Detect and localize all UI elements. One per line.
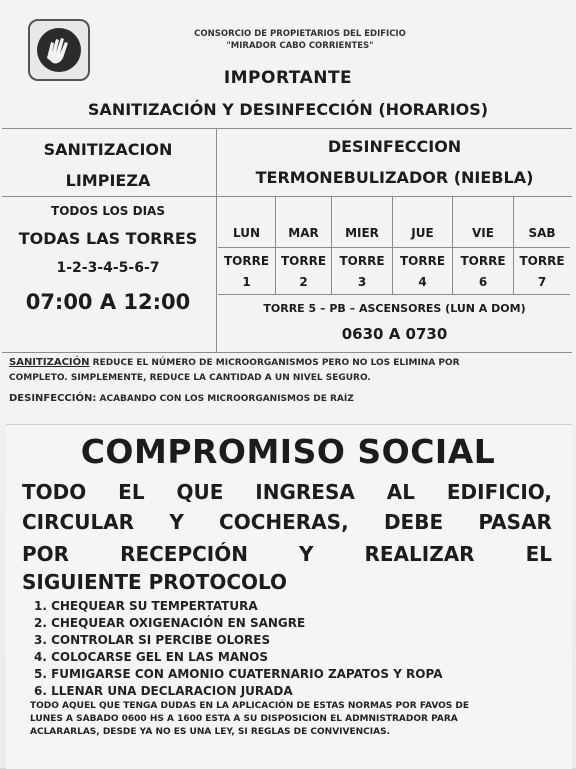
days-row-divider: [218, 247, 570, 248]
table-border-bottom: [2, 352, 572, 353]
tower-word: TORRE: [519, 254, 565, 268]
tower-number: 1: [242, 275, 251, 289]
word: COCHERAS,: [219, 510, 349, 534]
word: EDIFICIO,: [446, 480, 552, 504]
tower-number: 2: [299, 275, 308, 289]
sanitization-hours: 07:00 A 12:00: [25, 290, 191, 314]
word: EL: [525, 542, 552, 566]
day-header: MIER: [345, 226, 379, 240]
page-title: IMPORTANTE: [223, 68, 353, 88]
word: TODO: [22, 480, 87, 504]
protocol-item: 6. LLENAR UNA DECLARACION JURADA: [34, 684, 293, 698]
disinfection-header: DESINFECCION: [327, 137, 462, 156]
day-header: SAB: [528, 226, 556, 240]
disinfection-note-text: ACABANDO CON LOS MICROORGANISMOS DE RAÍZ: [96, 394, 354, 404]
disinfection-note: [9, 393, 354, 404]
page-subtitle: SANITIZACIÓN Y DESINFECCIÓN (HORARIOS): [87, 100, 489, 119]
word: DEBE: [383, 510, 444, 534]
hand-logo-icon: [37, 28, 81, 72]
protocol-line: [22, 570, 552, 594]
day-header: JUE: [411, 226, 434, 240]
protocol-item: 3. CONTROLAR SI PERCIBE OLORES: [34, 633, 271, 647]
word: EL: [118, 480, 145, 504]
cleaning-header: LIMPIEZA: [65, 171, 151, 190]
table-row-divider: [2, 196, 572, 197]
tower-number: 3: [357, 275, 367, 289]
tower5-hours: 0630 A 0730: [341, 325, 448, 343]
towers-row-divider: [218, 294, 570, 295]
protocol-line: [22, 510, 552, 534]
tower-word: TORRE: [280, 254, 327, 268]
word: REALIZAR: [364, 542, 475, 566]
tower-number: 4: [418, 275, 427, 289]
tower5-schedule: TORRE 5 – PB – ASCENSORES (LUN A DOM): [263, 302, 526, 315]
word: RECEPCIÓN: [120, 542, 248, 566]
footer-line: LUNES A SABADO 0600 HS A 1600 ESTA A SU DISPOSICION EL ADMNISTRADOR PARA: [30, 714, 458, 724]
tower-numbers-label: 1-2-3-4-5-6-7: [56, 260, 160, 276]
sanitization-note: [9, 357, 460, 368]
tower-word: TORRE: [339, 254, 385, 268]
word: PASAR: [478, 510, 552, 534]
tower-word: TORRE: [399, 254, 446, 268]
day-header: MAR: [288, 226, 319, 240]
tower-word: TORRE: [223, 254, 270, 268]
word: AL: [386, 480, 415, 504]
org-name: CONSORCIO DE PROPIETARIOS DEL EDIFICIO: [194, 29, 406, 39]
protocol-item: 5. FUMIGARSE CON AMONIO CUATERNARIO ZAPATOS Y ROPA: [34, 667, 443, 681]
word: QUE: [176, 480, 224, 504]
fogger-header: TERMONEBULIZADOR (NIEBLA): [255, 168, 534, 187]
protocol-line: [22, 542, 552, 566]
day-header: LUN: [232, 226, 260, 240]
building-name: "MIRADOR CABO CORRIENTES": [226, 41, 374, 51]
every-day-label: TODOS LOS DIAS: [51, 204, 165, 218]
protocol-item: 1. CHEQUEAR SU TEMPERTATURA: [34, 599, 258, 613]
sanitization-note-cont: COMPLETO. SIMPLEMENTE, REDUCE LA CANTIDAD A UN NIVEL SEGURO.: [9, 373, 371, 383]
protocol-line: [22, 480, 552, 504]
tower-number: 7: [537, 275, 547, 289]
word: Y: [298, 542, 314, 566]
tower-word: TORRE: [460, 254, 506, 268]
word: SIGUIENTE PROTOCOLO: [22, 570, 288, 594]
word: INGRESA: [255, 480, 355, 504]
footer-line: ACLARARLAS, DESDE YA NO ES UNA LEY, SI REGLAS DE CONVIVENCIAS.: [30, 727, 390, 737]
day-header: VIE: [472, 226, 494, 240]
word: POR: [22, 542, 70, 566]
word: CIRCULAR: [22, 510, 135, 534]
sanitization-note-text: REDUCE EL NÚMERO DE MICROORGANISMOS PERO NO LOS ELIMINA POR: [89, 358, 460, 368]
protocol-item: 2. CHEQUEAR OXIGENACIÓN EN SANGRE: [34, 616, 306, 630]
sanitization-note-label: SANITIZACIÓN: [9, 357, 90, 368]
protocol-item: 4. COLOCARSE GEL EN LAS MANOS: [34, 650, 269, 664]
table-border-top: [2, 128, 572, 129]
table-col-divider: [216, 128, 217, 352]
social-title: COMPROMISO SOCIAL: [80, 432, 496, 471]
tower-number: 6: [478, 275, 488, 289]
word: Y: [169, 510, 184, 534]
all-towers-label: TODAS LAS TORRES: [18, 229, 198, 248]
footer-line: TODO AQUEL QUE TENGA DUDAS EN LA APLICACIÓN DE ESTAS NORMAS POR FAVOS DE: [30, 701, 470, 711]
sanitization-header: SANITIZACION: [43, 140, 173, 159]
disinfection-note-label: DESINFECCIÓN:: [9, 393, 97, 404]
